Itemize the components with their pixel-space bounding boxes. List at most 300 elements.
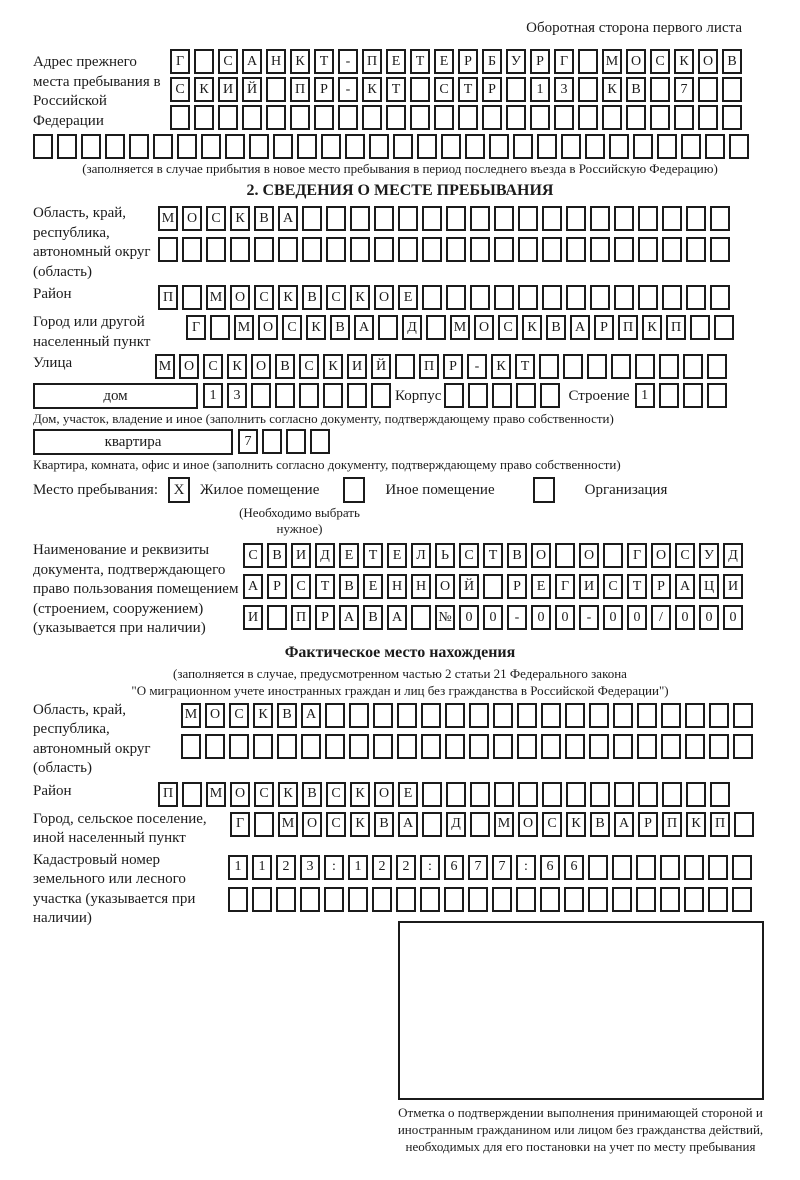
- char-cell[interactable]: О: [698, 49, 718, 74]
- char-cell[interactable]: [310, 429, 330, 454]
- char-cell[interactable]: Р: [482, 77, 502, 102]
- char-cell[interactable]: [494, 237, 514, 262]
- char-cell[interactable]: А: [398, 812, 418, 837]
- char-cell[interactable]: Е: [363, 574, 383, 599]
- char-cell[interactable]: [686, 206, 706, 231]
- char-cell[interactable]: К: [522, 315, 542, 340]
- char-cell[interactable]: [542, 206, 562, 231]
- char-cell[interactable]: О: [302, 812, 322, 837]
- char-cell[interactable]: [705, 134, 725, 159]
- char-cell[interactable]: [225, 134, 245, 159]
- char-cell[interactable]: В: [302, 782, 322, 807]
- char-cell[interactable]: [733, 734, 753, 759]
- char-cell[interactable]: [555, 543, 575, 568]
- char-cell[interactable]: [397, 703, 417, 728]
- char-cell[interactable]: [422, 237, 442, 262]
- char-cell[interactable]: Е: [531, 574, 551, 599]
- char-cell[interactable]: Г: [230, 812, 250, 837]
- char-cell[interactable]: Е: [387, 543, 407, 568]
- char-cell[interactable]: А: [301, 703, 321, 728]
- char-cell[interactable]: О: [474, 315, 494, 340]
- char-cell[interactable]: Д: [315, 543, 335, 568]
- char-cell[interactable]: Р: [651, 574, 671, 599]
- char-cell[interactable]: С: [299, 354, 319, 379]
- char-cell[interactable]: [614, 782, 634, 807]
- char-cell[interactable]: [517, 703, 537, 728]
- char-cell[interactable]: О: [251, 354, 271, 379]
- char-cell[interactable]: [710, 237, 730, 262]
- char-cell[interactable]: [707, 383, 727, 408]
- char-cell[interactable]: [254, 237, 274, 262]
- char-cell[interactable]: [273, 134, 293, 159]
- char-cell[interactable]: А: [675, 574, 695, 599]
- char-cell[interactable]: [326, 237, 346, 262]
- char-cell[interactable]: 6: [444, 855, 464, 880]
- char-cell[interactable]: [590, 782, 610, 807]
- char-cell[interactable]: [518, 237, 538, 262]
- char-cell[interactable]: [170, 105, 190, 130]
- stay-type-checkbox-residential[interactable]: X: [168, 477, 190, 503]
- char-cell[interactable]: В: [267, 543, 287, 568]
- char-cell[interactable]: [662, 206, 682, 231]
- char-cell[interactable]: 3: [300, 855, 320, 880]
- char-cell[interactable]: [444, 887, 464, 912]
- char-cell[interactable]: [710, 285, 730, 310]
- char-cell[interactable]: [707, 354, 727, 379]
- char-cell[interactable]: О: [230, 285, 250, 310]
- char-cell[interactable]: [201, 134, 221, 159]
- char-cell[interactable]: У: [506, 49, 526, 74]
- char-cell[interactable]: К: [253, 703, 273, 728]
- char-cell[interactable]: 3: [554, 77, 574, 102]
- char-cell[interactable]: М: [155, 354, 175, 379]
- char-cell[interactable]: 6: [564, 855, 584, 880]
- char-cell[interactable]: [590, 285, 610, 310]
- char-cell[interactable]: Р: [315, 605, 335, 630]
- char-cell[interactable]: И: [579, 574, 599, 599]
- char-cell[interactable]: Р: [507, 574, 527, 599]
- char-cell[interactable]: [465, 134, 485, 159]
- char-cell[interactable]: [422, 285, 442, 310]
- char-cell[interactable]: [602, 105, 622, 130]
- char-cell[interactable]: Й: [242, 77, 262, 102]
- char-cell[interactable]: Е: [386, 49, 406, 74]
- char-cell[interactable]: [516, 383, 536, 408]
- char-cell[interactable]: А: [614, 812, 634, 837]
- char-cell[interactable]: Т: [483, 543, 503, 568]
- char-cell[interactable]: [513, 134, 533, 159]
- char-cell[interactable]: [290, 105, 310, 130]
- char-cell[interactable]: И: [218, 77, 238, 102]
- char-cell[interactable]: [378, 315, 398, 340]
- char-cell[interactable]: [434, 105, 454, 130]
- char-cell[interactable]: [518, 782, 538, 807]
- char-cell[interactable]: В: [302, 285, 322, 310]
- char-cell[interactable]: [686, 782, 706, 807]
- char-cell[interactable]: [683, 383, 703, 408]
- char-cell[interactable]: О: [651, 543, 671, 568]
- char-cell[interactable]: [262, 429, 282, 454]
- char-cell[interactable]: [506, 105, 526, 130]
- char-cell[interactable]: Т: [515, 354, 535, 379]
- char-cell[interactable]: К: [323, 354, 343, 379]
- char-cell[interactable]: [468, 887, 488, 912]
- char-cell[interactable]: [286, 429, 306, 454]
- char-cell[interactable]: [181, 734, 201, 759]
- char-cell[interactable]: [350, 206, 370, 231]
- char-cell[interactable]: [422, 812, 442, 837]
- char-cell[interactable]: 1: [228, 855, 248, 880]
- char-cell[interactable]: [554, 105, 574, 130]
- char-cell[interactable]: П: [710, 812, 730, 837]
- char-cell[interactable]: 1: [252, 855, 272, 880]
- char-cell[interactable]: [633, 134, 653, 159]
- char-cell[interactable]: [441, 134, 461, 159]
- char-cell[interactable]: [612, 855, 632, 880]
- stay-type-checkbox-other[interactable]: [343, 477, 365, 503]
- char-cell[interactable]: И: [243, 605, 263, 630]
- char-cell[interactable]: [722, 77, 742, 102]
- char-cell[interactable]: [626, 105, 646, 130]
- char-cell[interactable]: У: [699, 543, 719, 568]
- char-cell[interactable]: Д: [446, 812, 466, 837]
- char-cell[interactable]: П: [158, 285, 178, 310]
- char-cell[interactable]: 1: [530, 77, 550, 102]
- char-cell[interactable]: [410, 77, 430, 102]
- char-cell[interactable]: [395, 354, 415, 379]
- char-cell[interactable]: [470, 206, 490, 231]
- char-cell[interactable]: [683, 354, 703, 379]
- char-cell[interactable]: С: [542, 812, 562, 837]
- char-cell[interactable]: М: [234, 315, 254, 340]
- char-cell[interactable]: [612, 887, 632, 912]
- char-cell[interactable]: [158, 237, 178, 262]
- char-cell[interactable]: [530, 105, 550, 130]
- char-cell[interactable]: [323, 383, 343, 408]
- char-cell[interactable]: [266, 77, 286, 102]
- char-cell[interactable]: [662, 285, 682, 310]
- char-cell[interactable]: В: [722, 49, 742, 74]
- char-cell[interactable]: И: [291, 543, 311, 568]
- char-cell[interactable]: [421, 734, 441, 759]
- char-cell[interactable]: [397, 734, 417, 759]
- char-cell[interactable]: [494, 285, 514, 310]
- char-cell[interactable]: [276, 887, 296, 912]
- char-cell[interactable]: [494, 206, 514, 231]
- char-cell[interactable]: [254, 812, 274, 837]
- char-cell[interactable]: [105, 134, 125, 159]
- char-cell[interactable]: М: [206, 285, 226, 310]
- char-cell[interactable]: [493, 703, 513, 728]
- char-cell[interactable]: [446, 237, 466, 262]
- char-cell[interactable]: [492, 887, 512, 912]
- char-cell[interactable]: [182, 237, 202, 262]
- char-cell[interactable]: [638, 206, 658, 231]
- char-cell[interactable]: [470, 237, 490, 262]
- char-cell[interactable]: [194, 49, 214, 74]
- char-cell[interactable]: Е: [339, 543, 359, 568]
- char-cell[interactable]: [314, 105, 334, 130]
- char-cell[interactable]: [681, 134, 701, 159]
- char-cell[interactable]: С: [203, 354, 223, 379]
- char-cell[interactable]: О: [374, 782, 394, 807]
- char-cell[interactable]: М: [206, 782, 226, 807]
- char-cell[interactable]: [565, 734, 585, 759]
- stay-type-checkbox-organization[interactable]: [533, 477, 555, 503]
- char-cell[interactable]: [566, 285, 586, 310]
- char-cell[interactable]: И: [723, 574, 743, 599]
- char-cell[interactable]: [578, 49, 598, 74]
- char-cell[interactable]: [422, 782, 442, 807]
- char-cell[interactable]: М: [278, 812, 298, 837]
- char-cell[interactable]: 7: [238, 429, 258, 454]
- char-cell[interactable]: [710, 206, 730, 231]
- char-cell[interactable]: 0: [627, 605, 647, 630]
- char-cell[interactable]: [349, 703, 369, 728]
- char-cell[interactable]: 1: [348, 855, 368, 880]
- char-cell[interactable]: Т: [314, 49, 334, 74]
- char-cell[interactable]: [373, 734, 393, 759]
- char-cell[interactable]: [277, 734, 297, 759]
- char-cell[interactable]: К: [362, 77, 382, 102]
- char-cell[interactable]: 2: [396, 855, 416, 880]
- char-cell[interactable]: [662, 782, 682, 807]
- char-cell[interactable]: К: [491, 354, 511, 379]
- char-cell[interactable]: [566, 237, 586, 262]
- char-cell[interactable]: [470, 812, 490, 837]
- char-cell[interactable]: [588, 855, 608, 880]
- char-cell[interactable]: 6: [540, 855, 560, 880]
- char-cell[interactable]: В: [330, 315, 350, 340]
- char-cell[interactable]: Й: [459, 574, 479, 599]
- char-cell[interactable]: [714, 315, 734, 340]
- char-cell[interactable]: [686, 237, 706, 262]
- char-cell[interactable]: Т: [386, 77, 406, 102]
- char-cell[interactable]: Т: [458, 77, 478, 102]
- char-cell[interactable]: [710, 782, 730, 807]
- char-cell[interactable]: [614, 237, 634, 262]
- char-cell[interactable]: [603, 543, 623, 568]
- char-cell[interactable]: [369, 134, 389, 159]
- char-cell[interactable]: [252, 887, 272, 912]
- char-cell[interactable]: [417, 134, 437, 159]
- char-cell[interactable]: [636, 887, 656, 912]
- char-cell[interactable]: П: [419, 354, 439, 379]
- char-cell[interactable]: [637, 703, 657, 728]
- char-cell[interactable]: О: [518, 812, 538, 837]
- char-cell[interactable]: Е: [398, 285, 418, 310]
- char-cell[interactable]: [537, 134, 557, 159]
- char-cell[interactable]: Р: [530, 49, 550, 74]
- char-cell[interactable]: В: [546, 315, 566, 340]
- char-cell[interactable]: 1: [635, 383, 655, 408]
- char-cell[interactable]: С: [170, 77, 190, 102]
- char-cell[interactable]: [637, 734, 657, 759]
- char-cell[interactable]: Г: [186, 315, 206, 340]
- char-cell[interactable]: В: [254, 206, 274, 231]
- char-cell[interactable]: [589, 703, 609, 728]
- char-cell[interactable]: [345, 134, 365, 159]
- char-cell[interactable]: О: [626, 49, 646, 74]
- char-cell[interactable]: [564, 887, 584, 912]
- char-cell[interactable]: -: [579, 605, 599, 630]
- char-cell[interactable]: П: [291, 605, 311, 630]
- char-cell[interactable]: [350, 237, 370, 262]
- char-cell[interactable]: :: [516, 855, 536, 880]
- char-cell[interactable]: Г: [554, 49, 574, 74]
- char-cell[interactable]: [698, 105, 718, 130]
- char-cell[interactable]: [420, 887, 440, 912]
- char-cell[interactable]: [542, 782, 562, 807]
- char-cell[interactable]: В: [277, 703, 297, 728]
- char-cell[interactable]: [659, 354, 679, 379]
- char-cell[interactable]: [518, 206, 538, 231]
- char-cell[interactable]: 0: [483, 605, 503, 630]
- char-cell[interactable]: Р: [638, 812, 658, 837]
- char-cell[interactable]: П: [158, 782, 178, 807]
- char-cell[interactable]: 7: [468, 855, 488, 880]
- char-cell[interactable]: [686, 285, 706, 310]
- char-cell[interactable]: [609, 134, 629, 159]
- char-cell[interactable]: П: [666, 315, 686, 340]
- char-cell[interactable]: Т: [627, 574, 647, 599]
- char-cell[interactable]: Л: [411, 543, 431, 568]
- char-cell[interactable]: [362, 105, 382, 130]
- char-cell[interactable]: Г: [555, 574, 575, 599]
- char-cell[interactable]: [516, 887, 536, 912]
- char-cell[interactable]: 0: [675, 605, 695, 630]
- char-cell[interactable]: С: [291, 574, 311, 599]
- char-cell[interactable]: 0: [531, 605, 551, 630]
- char-cell[interactable]: 7: [492, 855, 512, 880]
- char-cell[interactable]: [611, 354, 631, 379]
- char-cell[interactable]: А: [387, 605, 407, 630]
- char-cell[interactable]: [566, 782, 586, 807]
- char-cell[interactable]: [445, 734, 465, 759]
- char-cell[interactable]: [542, 237, 562, 262]
- char-cell[interactable]: В: [339, 574, 359, 599]
- char-cell[interactable]: О: [179, 354, 199, 379]
- char-cell[interactable]: [518, 285, 538, 310]
- char-cell[interactable]: Е: [398, 782, 418, 807]
- char-cell[interactable]: [301, 734, 321, 759]
- char-cell[interactable]: В: [626, 77, 646, 102]
- char-cell[interactable]: М: [602, 49, 622, 74]
- char-cell[interactable]: -: [338, 49, 358, 74]
- char-cell[interactable]: [206, 237, 226, 262]
- char-cell[interactable]: [297, 134, 317, 159]
- char-cell[interactable]: [589, 734, 609, 759]
- char-cell[interactable]: М: [158, 206, 178, 231]
- char-cell[interactable]: [348, 887, 368, 912]
- char-cell[interactable]: [661, 734, 681, 759]
- char-cell[interactable]: В: [507, 543, 527, 568]
- char-cell[interactable]: [661, 703, 681, 728]
- char-cell[interactable]: К: [674, 49, 694, 74]
- char-cell[interactable]: А: [354, 315, 374, 340]
- char-cell[interactable]: А: [243, 574, 263, 599]
- char-cell[interactable]: [585, 134, 605, 159]
- char-cell[interactable]: [588, 887, 608, 912]
- char-cell[interactable]: С: [243, 543, 263, 568]
- char-cell[interactable]: [540, 383, 560, 408]
- char-cell[interactable]: Г: [170, 49, 190, 74]
- char-cell[interactable]: [541, 703, 561, 728]
- char-cell[interactable]: 2: [372, 855, 392, 880]
- char-cell[interactable]: В: [374, 812, 394, 837]
- char-cell[interactable]: С: [326, 812, 346, 837]
- char-cell[interactable]: Г: [627, 543, 647, 568]
- char-cell[interactable]: [398, 237, 418, 262]
- char-cell[interactable]: Р: [458, 49, 478, 74]
- char-cell[interactable]: [690, 315, 710, 340]
- char-cell[interactable]: [561, 134, 581, 159]
- char-cell[interactable]: Р: [443, 354, 463, 379]
- char-cell[interactable]: Д: [723, 543, 743, 568]
- char-cell[interactable]: Б: [482, 49, 502, 74]
- char-cell[interactable]: [698, 77, 718, 102]
- char-cell[interactable]: [426, 315, 446, 340]
- char-cell[interactable]: О: [205, 703, 225, 728]
- char-cell[interactable]: [578, 77, 598, 102]
- char-cell[interactable]: 0: [723, 605, 743, 630]
- char-cell[interactable]: [422, 206, 442, 231]
- char-cell[interactable]: [638, 782, 658, 807]
- char-cell[interactable]: К: [350, 812, 370, 837]
- char-cell[interactable]: [266, 105, 286, 130]
- char-cell[interactable]: [182, 782, 202, 807]
- char-cell[interactable]: [684, 887, 704, 912]
- char-cell[interactable]: [638, 237, 658, 262]
- char-cell[interactable]: К: [194, 77, 214, 102]
- char-cell[interactable]: [446, 285, 466, 310]
- char-cell[interactable]: Ц: [699, 574, 719, 599]
- char-cell[interactable]: М: [181, 703, 201, 728]
- char-cell[interactable]: С: [650, 49, 670, 74]
- char-cell[interactable]: [302, 237, 322, 262]
- char-cell[interactable]: О: [230, 782, 250, 807]
- char-cell[interactable]: [182, 285, 202, 310]
- char-cell[interactable]: [411, 605, 431, 630]
- char-cell[interactable]: [372, 887, 392, 912]
- char-cell[interactable]: [541, 734, 561, 759]
- char-cell[interactable]: [228, 887, 248, 912]
- char-cell[interactable]: [299, 383, 319, 408]
- char-cell[interactable]: [614, 285, 634, 310]
- char-cell[interactable]: Т: [363, 543, 383, 568]
- char-cell[interactable]: [444, 383, 464, 408]
- char-cell[interactable]: [590, 237, 610, 262]
- char-cell[interactable]: К: [602, 77, 622, 102]
- char-cell[interactable]: [685, 703, 705, 728]
- char-cell[interactable]: [517, 734, 537, 759]
- char-cell[interactable]: [539, 354, 559, 379]
- char-cell[interactable]: [33, 134, 53, 159]
- char-cell[interactable]: П: [362, 49, 382, 74]
- char-cell[interactable]: П: [662, 812, 682, 837]
- char-cell[interactable]: [421, 703, 441, 728]
- char-cell[interactable]: [349, 734, 369, 759]
- char-cell[interactable]: [506, 77, 526, 102]
- char-cell[interactable]: А: [339, 605, 359, 630]
- char-cell[interactable]: Д: [402, 315, 422, 340]
- char-cell[interactable]: [638, 285, 658, 310]
- char-cell[interactable]: [386, 105, 406, 130]
- char-cell[interactable]: :: [420, 855, 440, 880]
- char-cell[interactable]: С: [675, 543, 695, 568]
- char-cell[interactable]: С: [459, 543, 479, 568]
- char-cell[interactable]: [492, 383, 512, 408]
